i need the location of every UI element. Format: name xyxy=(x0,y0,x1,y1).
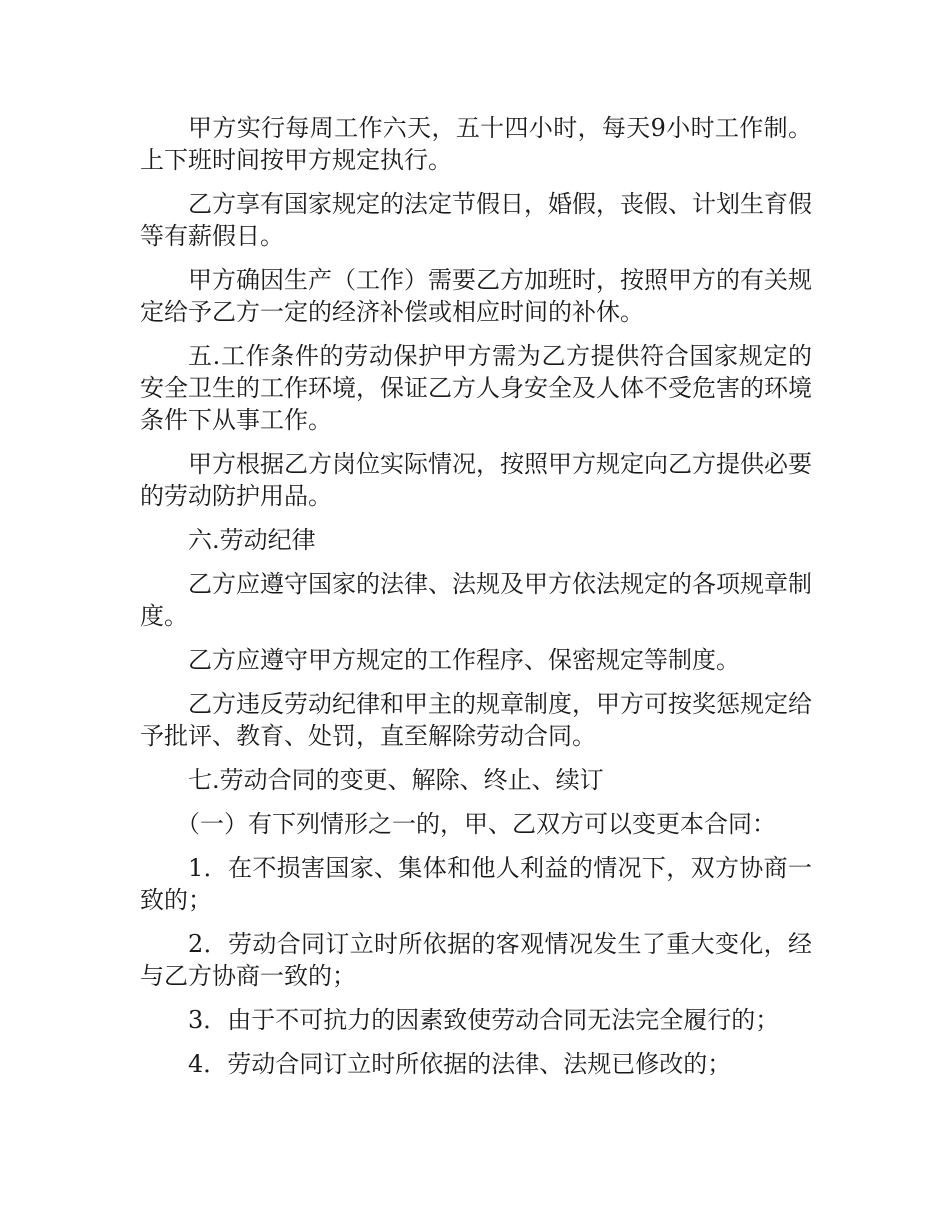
paragraph-overtime: 甲方确因生产（工作）需要乙方加班时，按照甲方的有关规定给予乙方一定的经济补偿或相应时间的补休。 xyxy=(140,266,812,326)
paragraph-comply-laws: 乙方应遵守国家的法律、法规及甲方依法规定的各项规章制度。 xyxy=(140,570,812,630)
section-heading-contract-changes: 七.劳动合同的变更、解除、终止、续订 xyxy=(188,766,604,794)
list-item-2: 2．劳动合同订立时所依据的客观情况发生了重大变化，经与乙方协商一致的； xyxy=(140,930,812,990)
paragraph-comply-procedures: 乙方应遵守甲方规定的工作程序、保密规定等制度。 xyxy=(188,646,740,674)
document-page xyxy=(140,112,812,1092)
paragraph-change-conditions: （一）有下列情形之一的，甲、乙双方可以变更本合同： xyxy=(176,810,776,838)
list-item-1: 1．在不损害国家、集体和他人利益的情况下，双方协商一致的； xyxy=(140,854,812,914)
list-item-4: 4．劳动合同订立时所依据的法律、法规已修改的； xyxy=(188,1050,732,1078)
paragraph-work-hours: 甲方实行每周工作六天，五十四小时，每天9小时工作制。上下班时间按甲方规定执行。 xyxy=(140,114,812,174)
paragraph-paid-holidays: 乙方享有国家规定的法定节假日，婚假，丧假、计划生育假等有薪假日。 xyxy=(140,190,812,250)
list-item-3: 3．由于不可抗力的因素致使劳动合同无法完全履行的； xyxy=(188,1006,780,1034)
paragraph-protective-equipment: 甲方根据乙方岗位实际情况，按照甲方规定向乙方提供必要的劳动防护用品。 xyxy=(140,450,812,510)
paragraph-discipline-violation: 乙方违反劳动纪律和甲主的规章制度，甲方可按奖惩规定给予批评、教育、处罚，直至解除劳动合同。 xyxy=(140,690,812,750)
section-heading-labor-discipline: 六.劳动纪律 xyxy=(188,526,316,554)
paragraph-work-conditions: 五.工作条件的劳动保护甲方需为乙方提供符合国家规定的安全卫生的工作环境，保证乙方人身安全及人体不受危害的环境条件下从事工作。 xyxy=(140,342,812,434)
